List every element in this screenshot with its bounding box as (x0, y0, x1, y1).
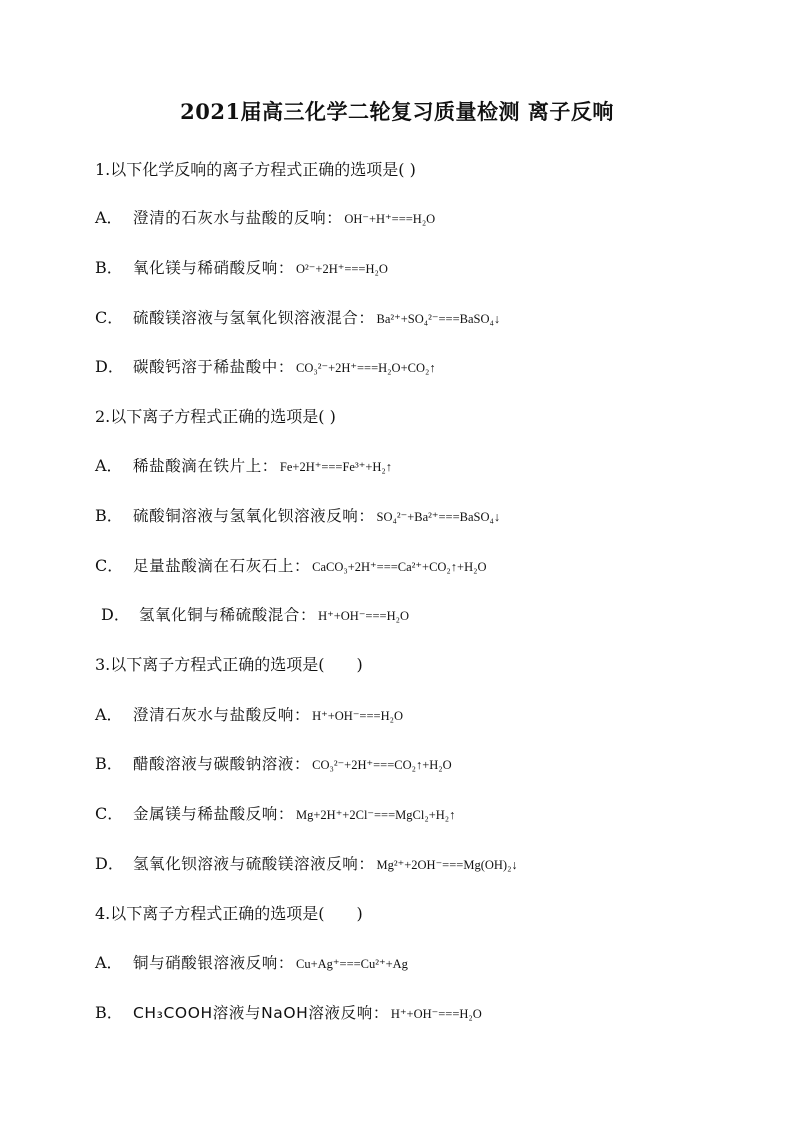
option-equation: CO₃²⁻+2H⁺===CO₂↑+H₂O (312, 758, 452, 772)
option-text: 澄清的石灰水与盐酸的反响： (133, 209, 343, 227)
option-equation: SO₄²⁻+Ba²⁺===BaSO₄↓ (376, 510, 501, 524)
option-letter: B． (95, 754, 123, 773)
option-equation: Mg+2H⁺+2Cl⁻===MgCl₂+H₂↑ (296, 808, 456, 822)
option-equation: H⁺+OH⁻===H₂O (390, 1007, 482, 1021)
option-row (95, 804, 455, 825)
option-letter: D． (101, 605, 130, 624)
option-letter: A． (95, 953, 123, 972)
option-text: 醋酸溶液与碳酸钠溶液： (133, 755, 311, 773)
option-text: 氢氧化铜与稀硫酸混合： (139, 606, 317, 624)
option-equation: CaCO₃+2H⁺===Ca²⁺+CO₂↑+H₂O (312, 560, 487, 574)
option-text: 金属镁与稀盐酸反响： (133, 805, 295, 823)
option-equation: Cu+Ag⁺===Cu²⁺+Ag (296, 957, 408, 971)
option-row (95, 854, 518, 875)
question-stem: 3.以下离子方程式正确的选项是( ) (95, 655, 363, 674)
option-text: 碳酸钙溶于稀盐酸中： (133, 358, 295, 376)
option-letter: A． (95, 456, 123, 475)
option-equation: H⁺+OH⁻===H₂O (318, 609, 409, 623)
option-text: 铜与硝酸银溶液反响： (133, 954, 295, 972)
option-letter: D． (95, 357, 124, 376)
option-text: CH₃COOH溶液与NaOH溶液反响： (133, 1004, 389, 1022)
question-stem: 2.以下离子方程式正确的选项是( ) (95, 407, 336, 426)
option-letter: B． (95, 506, 123, 525)
option-equation: CO₃²⁻+2H⁺===H₂O+CO₂↑ (296, 361, 436, 375)
option-row (95, 705, 403, 726)
option-text: 氢氧化钡溶液与硫酸镁溶液反响： (133, 855, 375, 873)
option-row (95, 308, 500, 329)
option-equation: H⁺+OH⁻===H₂O (312, 709, 403, 723)
option-equation: Ba²⁺+SO₄²⁻===BaSO₄↓ (376, 312, 501, 326)
option-text: 硫酸铜溶液与氢氧化钡溶液反响： (133, 507, 375, 525)
page-title: 2021届高三化学二轮复习质量检测 离子反响 (180, 99, 614, 124)
option-text: 稀盐酸滴在铁片上： (133, 457, 278, 475)
option-letter: A． (95, 208, 123, 227)
option-letter: C． (95, 804, 124, 823)
option-text: 澄清石灰水与盐酸反响： (133, 706, 311, 724)
option-letter: C． (95, 556, 124, 575)
option-equation: Mg²⁺+2OH⁻===Mg(OH)₂↓ (376, 858, 518, 872)
option-equation: OH⁻+H⁺===H₂O (344, 212, 436, 226)
question-stem: 1.以下化学反响的离子方程式正确的选项是( ) (95, 160, 416, 179)
option-row (95, 1003, 482, 1024)
option-row (95, 754, 452, 775)
option-row (101, 605, 409, 626)
option-row (95, 556, 487, 577)
option-row (95, 357, 436, 378)
option-row (95, 208, 435, 229)
option-letter: D． (95, 854, 124, 873)
option-letter: B． (95, 258, 123, 277)
option-row (95, 506, 500, 527)
option-letter: C． (95, 308, 124, 327)
option-letter: B． (95, 1003, 123, 1022)
option-row (95, 258, 388, 279)
option-text: 足量盐酸滴在石灰石上： (133, 557, 311, 575)
option-equation: O²⁻+2H⁺===H₂O (296, 262, 388, 276)
option-equation: Fe+2H⁺===Fe³⁺+H₂↑ (279, 460, 393, 474)
question-stem: 4.以下离子方程式正确的选项是( ) (95, 904, 363, 923)
option-row (95, 456, 392, 477)
option-text: 氧化镁与稀硝酸反响： (133, 259, 295, 277)
option-text: 硫酸镁溶液与氢氧化钡溶液混合： (133, 309, 375, 327)
option-letter: A． (95, 705, 123, 724)
option-row (95, 953, 408, 974)
